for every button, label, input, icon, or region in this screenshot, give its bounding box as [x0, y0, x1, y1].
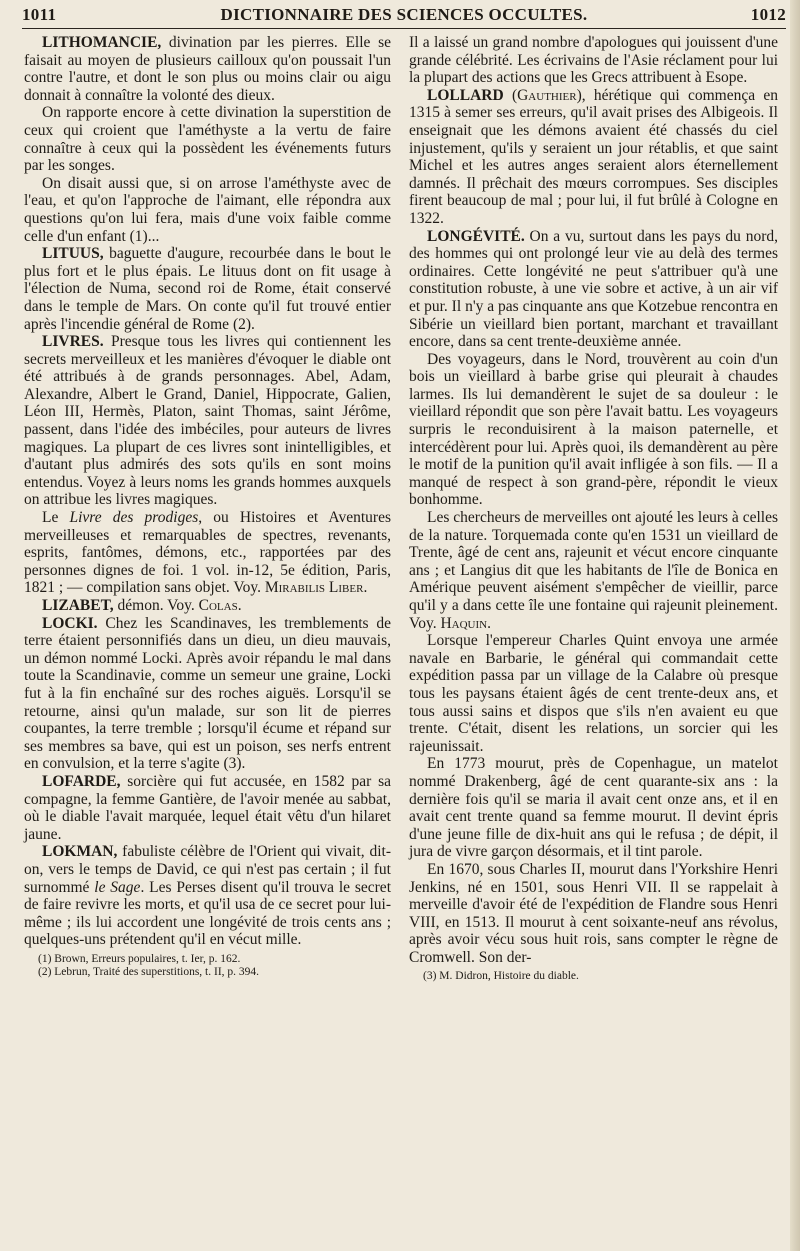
- right-column: [409, 34, 778, 983]
- entry-paragraph: [409, 34, 778, 87]
- cross-reference: Mirabilis Liber: [264, 579, 364, 597]
- running-title: DICTIONNAIRE DES SCIENCES OCCULTES.: [220, 5, 588, 24]
- entry-headword: LOFARDE,: [42, 772, 121, 790]
- left-column: [24, 34, 391, 979]
- entry-headword: LIVRES.: [42, 333, 104, 351]
- page-edge: [790, 0, 800, 1251]
- book-title: Livre des prodiges: [69, 509, 199, 527]
- footnote: (2) Lebrun, Traité des superstitions, t. II, p. 394.: [38, 965, 260, 978]
- entry-paragraph: [24, 245, 391, 333]
- entry-tail: . Les Perses disent qu'il trouva le secret de faire revivre les morts, et qu'il usa de ce secret pour lui-même ; ils lui accordent une longévité de trois cents ans ; quelques-uns prétendent qu'il en vécut mille.: [24, 878, 391, 949]
- entry-headword: LOCKI.: [42, 614, 98, 632]
- entry-headword: LOKMAN,: [42, 843, 118, 861]
- entry-text: On a vu, surtout dans les pays du nord, des hommes qui ont prolongé leur vie au delà des termes ordinaires. Cette longévité ne peut s'attribuer qu'à une constitution robuste, à une vie sobre et active, à un air vif et pur. Il n'y a pas cinquante ans que Kotzebue rencontra en Sibérie un vieillard bien portant, marchant et travaillant encore, dans sa cent trente-deuxième année.: [409, 227, 778, 351]
- entry-paragraph: [24, 333, 391, 509]
- footnote: (1) Brown, Erreurs populaires, t. Ier, p. 162.: [38, 952, 241, 965]
- entry-italic: le Sage: [94, 878, 141, 896]
- entry-paragraph: [409, 861, 778, 967]
- entry-tail: .: [237, 597, 242, 614]
- entry-paragraph: [24, 175, 391, 245]
- entry-paragraph: [24, 615, 391, 773]
- footnote: (3) M. Didron, Histoire du diable.: [423, 970, 579, 983]
- entry-text: Lorsque l'empereur Charles Quint envoya une armée navale en Barbarie, le général qui commandait cette expédition passa par un village de la Calabre où presque tous les paysans étaient âgés de cent trente-deux ans, et tous aussi sains et dispos que s'ils n'en avaient eu que trente. C'était, disent les relations, un sorcier qui les rajeunissait.: [409, 632, 778, 755]
- entry-text: On rapporte encore à cette divination la superstition de ceux qui croient que l'améthyste a la vertu de faire connaître à ceux qui la possèdent les événements futurs par les songes.: [24, 104, 391, 175]
- entry-text: Chez les Scandinaves, les tremblements de terre étaient personnifiés dans un dieu, un dieu mauvais, un démon nommé Locki. Après avoir répandu le mal dans toute la Scandinavie, comme un semeur une graine, Locki fut à la fin enchaîné sur des roches aiguës. Lorsqu'il se retourne, ainsi qu'un malade, sur son lit de pierres coupantes, la terre tremble ; lorsqu'il écume et répand sur ses membres sa bave, qui est un poison, ses nerfs entrent en convulsion, et la terre s'agite (3).: [24, 614, 391, 773]
- entry-paragraph: [24, 773, 391, 843]
- entry-paragraph: [24, 34, 391, 104]
- entry-paragraph: [409, 228, 778, 351]
- entry-paragraph: [409, 87, 778, 228]
- running-header: [22, 5, 786, 29]
- entry-text: , ou Histoires et Aventures merveilleuses et remarquables de spectres, revenants, esprits, fantômes, démons, etc., rapportées par des personnes dignes de foi. 1 vol. in-12, 5e édition, Paris, 1821 ; — compilation sans objet. Voy.: [24, 509, 391, 597]
- entry-text: En 1670, sous Charles II, mourut dans l'Yorkshire Henri Jenkins, né en 1501, sous Henri VII. Il se rappelait à merveille d'avoir été de l'expédition de Flandre sous Henri VIII, en 1513. Il mourut à cent soixante-neuf ans révolus, après avoir vécu sous huit rois, sans compter le règne de Cromwell. Son der-: [409, 860, 778, 966]
- entry-text: divination par les pierres. Elle se faisait au moyen de plusieurs cailloux qu'on poussait l'un contre l'autre, et dont le son plus ou moins clair ou aigu donnait à connaître la volonté des dieux.: [24, 34, 391, 104]
- entry-text: Il a laissé un grand nombre d'apologues qui jouissent d'une grande célébrité. Les écrivains de l'Asie réclament pour lui la plupart des actions que les Grecs attribuent à Esope.: [409, 34, 778, 87]
- entry-text: , hérétique qui commença en 1315 à semer ses erreurs, qu'il avait prises des Albigeois. Il enseignait que les démons avaient été chassés du ciel injustement, qu'ils y seraient un jour rétablis, et que saint Michel et les autres anges seraient alors éternellement damnés. Il prêchait des mœurs corrompues. Ses disciples firent beaucoup de mal ; pour lui, il fut brûlé à Cologne en 1322.: [409, 86, 779, 227]
- entry-paragraph: [24, 104, 391, 174]
- entry-text: Les chercheurs de merveilles ont ajouté les leurs à celles de la nature. Torquemada conte qu'en 1531 un vieillard de Trente, âgé de cent ans, rajeunit et vécut encore cinquante ans ; et Langius dit que les habitants de l'île de Bonica en Amérique peuvent aisément s'empêcher de vieillir, parce qu'il y a dans cette île une fontaine qui rajeunit pleinement. Voy.: [409, 509, 778, 632]
- footnotes: [409, 970, 778, 983]
- entry-text: démon. Voy.: [113, 597, 199, 614]
- entry-paragraph: [409, 509, 778, 632]
- cross-reference: Colas: [198, 597, 238, 614]
- entry-paragraph: [409, 755, 778, 861]
- entry-text: En 1773 mourut, près de Copenhague, un matelot nommé Drakenberg, âgé de cent quarante-six ans : la dernière fois qu'il se maria il avait cent onze ans, et il en avait cent trente quand sa femme mourut. Il devint épris d'une jeune fille de dix-huit ans qui le refusa ; de dépit, il jura de vivre garçon désormais, et il tint parole.: [409, 755, 778, 861]
- page-number-left: 1011: [22, 5, 57, 24]
- header-rule: [22, 28, 786, 29]
- entry-paragraph: [409, 351, 778, 509]
- entry-lead: Le: [42, 509, 70, 527]
- page-number-right: 1012: [750, 5, 786, 24]
- entry-headword: LOLLARD: [427, 86, 504, 104]
- entry-text: fabuliste célèbre de l'Orient qui vivait, dit-on, vers le temps de David, ce qui n'est pas certain ; il fut surnommé: [24, 843, 391, 896]
- entry-paragraph: [24, 597, 391, 615]
- entry-tail: .: [487, 614, 491, 632]
- entry-headword: LITHOMANCIE,: [42, 34, 162, 51]
- entry-paragraph: [24, 843, 391, 949]
- entry-text: Presque tous les livres qui contiennent les secrets merveilleux et les manières d'évoquer le diable ont été attribués à de grands personnages. Abel, Adam, Alexandre, Albert le Grand, Daniel, Hippocrate, Galien, Léon III, Hermès, Platon, saint Thomas, saint Jérôme, passent, dans l'idée des imbéciles, pour auteurs de livres magiques. La plupart de ces livres sont inintelligibles, et d'autant plus admirés des sots qu'ils en sont moins entendus. Voyez à leurs noms les grands hommes auxquels on attribue les livres magiques.: [24, 333, 391, 509]
- cross-reference: Haquin: [440, 614, 488, 632]
- entry-text: baguette d'augure, recourbée dans le bout le plus fort et le plus épais. Le lituus dont on fit usage à l'élection de Numa, second roi de Rome, était conservé dans le temple de Mars. On conte qu'il fut trouvé entier après l'incendie général de Rome (2).: [24, 245, 391, 333]
- entry-headword: LIZABET,: [42, 597, 114, 614]
- entry-text: Des voyageurs, dans le Nord, trouvèrent au coin d'un bois un vieillard à barbe grise qui pleurait à chaudes larmes. Ils lui demandèrent le sujet de sa douleur : le vieillard répondit que son père l'avait battu. Les voyageurs surpris le reconduisirent à la maison paternelle, et intercédèrent pour lui. Après quoi, ils demandèrent au père le motif de la punition qu'il avait infligée à son fils. — Il a manqué de respect à son grand-père, répondit le vieux bonhomme.: [409, 350, 778, 509]
- entry-paragraph: [409, 632, 778, 755]
- entry-text: sorcière qui fut accusée, en 1582 par sa compagne, la femme Gantière, de l'avoir menée au sabbat, où le diable l'avait marquée, lequel était vêtu d'un hilaret jaune.: [24, 772, 391, 843]
- entry-tail: .: [363, 579, 368, 597]
- entry-paragraph: [24, 509, 391, 597]
- entry-headword: LONGÉVITÉ.: [427, 227, 525, 245]
- entry-text: On disait aussi que, si on arrose l'améthyste avec de l'eau, et qu'on l'approche de l'aimant, elle répondra aux questions qu'on lui fera, mais d'une voix faible comme celle d'un enfant (1)...: [24, 174, 391, 245]
- footnotes: [24, 953, 391, 979]
- entry-headword: LITUUS,: [42, 245, 104, 263]
- entry-forename: (Gauthier): [511, 86, 582, 104]
